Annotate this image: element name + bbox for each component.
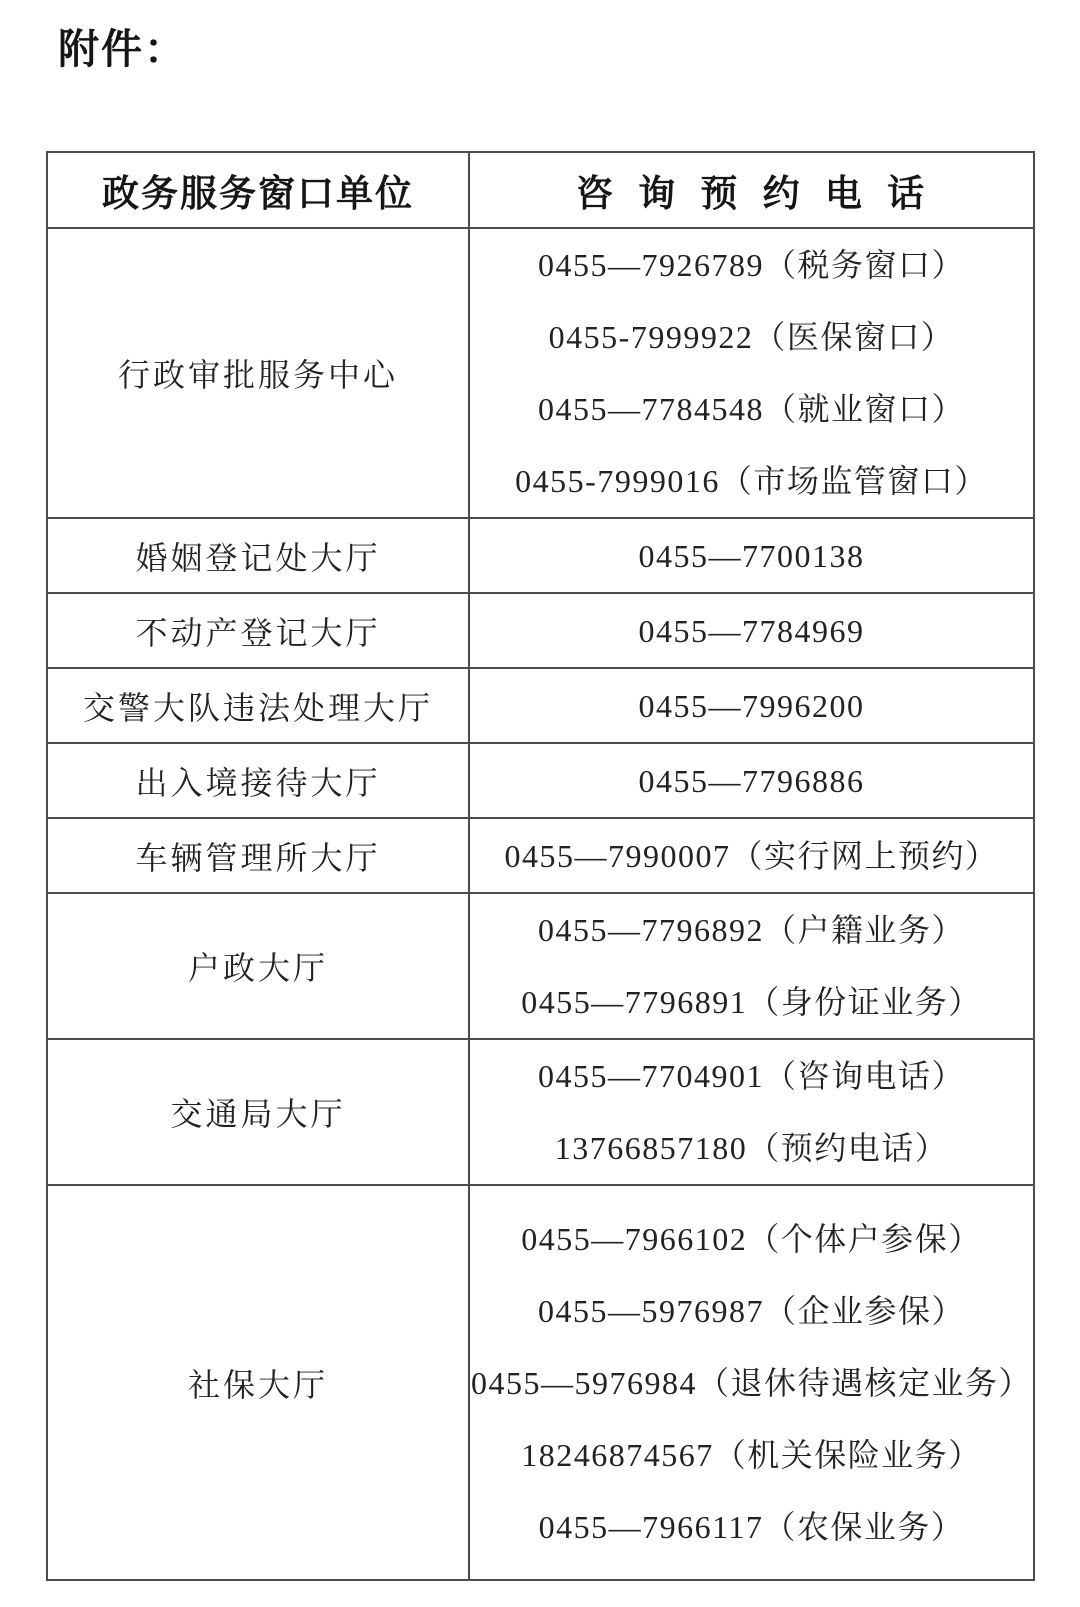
unit-name: 交通局大厅 <box>47 1039 469 1185</box>
unit-name: 社保大厅 <box>47 1185 469 1580</box>
phone-entry: 0455—7966117（农保业务） <box>538 1508 965 1545</box>
phone-entry: 0455—7784548（就业窗口） <box>537 391 965 427</box>
phone-entry: 0455-7999016（市场监管窗口） <box>515 463 988 499</box>
phone-entry: 0455-7999922（医保窗口） <box>548 319 955 355</box>
table-row <box>47 743 1034 818</box>
phone-list <box>469 1185 1034 1580</box>
table-row <box>47 518 1034 593</box>
phone-list <box>469 818 1034 893</box>
unit-name: 出入境接待大厅 <box>47 743 469 818</box>
phone-list <box>469 893 1034 1039</box>
column-header-phone: 咨 询 预 约 电 话 <box>469 152 1034 228</box>
table-row <box>47 818 1034 893</box>
attachment-label: 附件： <box>58 26 187 72</box>
phone-entry: 0455—7996200 <box>638 687 865 724</box>
phone-entry: 0455—7796886 <box>638 762 865 799</box>
table-row <box>47 668 1034 743</box>
phone-entry: 0455—7796891（身份证业务） <box>521 984 982 1020</box>
phone-list <box>469 593 1034 668</box>
phone-entry: 0455—5976984（退休待遇核定业务） <box>470 1364 1032 1401</box>
table-row <box>47 893 1034 1039</box>
phone-entry: 0455—7784969 <box>638 612 865 649</box>
unit-name: 婚姻登记处大厅 <box>47 518 469 593</box>
column-header-unit: 政务服务窗口单位 <box>47 152 469 228</box>
phone-list <box>469 1039 1034 1185</box>
unit-name: 车辆管理所大厅 <box>47 818 469 893</box>
phone-entry: 18246874567（机关保险业务） <box>521 1436 982 1473</box>
unit-name: 不动产登记大厅 <box>47 593 469 668</box>
phone-entry: 0455—7796892（户籍业务） <box>537 912 965 948</box>
phone-entry: 13766857180（预约电话） <box>554 1130 949 1166</box>
table-row <box>47 228 1034 518</box>
unit-name: 户政大厅 <box>47 893 469 1039</box>
phone-list <box>469 518 1034 593</box>
phone-list <box>469 668 1034 743</box>
phone-entry: 0455—7700138 <box>638 537 865 574</box>
phone-entry: 0455—7704901（咨询电话） <box>537 1058 965 1094</box>
table-row <box>47 1039 1034 1185</box>
phone-entry: 0455—7966102（个体户参保） <box>521 1220 982 1257</box>
phone-list <box>469 743 1034 818</box>
phone-list <box>469 228 1034 518</box>
table-row <box>47 1185 1034 1580</box>
phone-entry: 0455—5976987（企业参保） <box>537 1292 965 1329</box>
header-row <box>47 152 1034 228</box>
phone-directory-table <box>46 151 1035 1581</box>
phone-entry: 0455—7990007（实行网上预约） <box>504 837 999 874</box>
unit-name: 行政审批服务中心 <box>47 228 469 518</box>
table-row <box>47 593 1034 668</box>
unit-name: 交警大队违法处理大厅 <box>47 668 469 743</box>
phone-entry: 0455—7926789（税务窗口） <box>537 247 965 283</box>
